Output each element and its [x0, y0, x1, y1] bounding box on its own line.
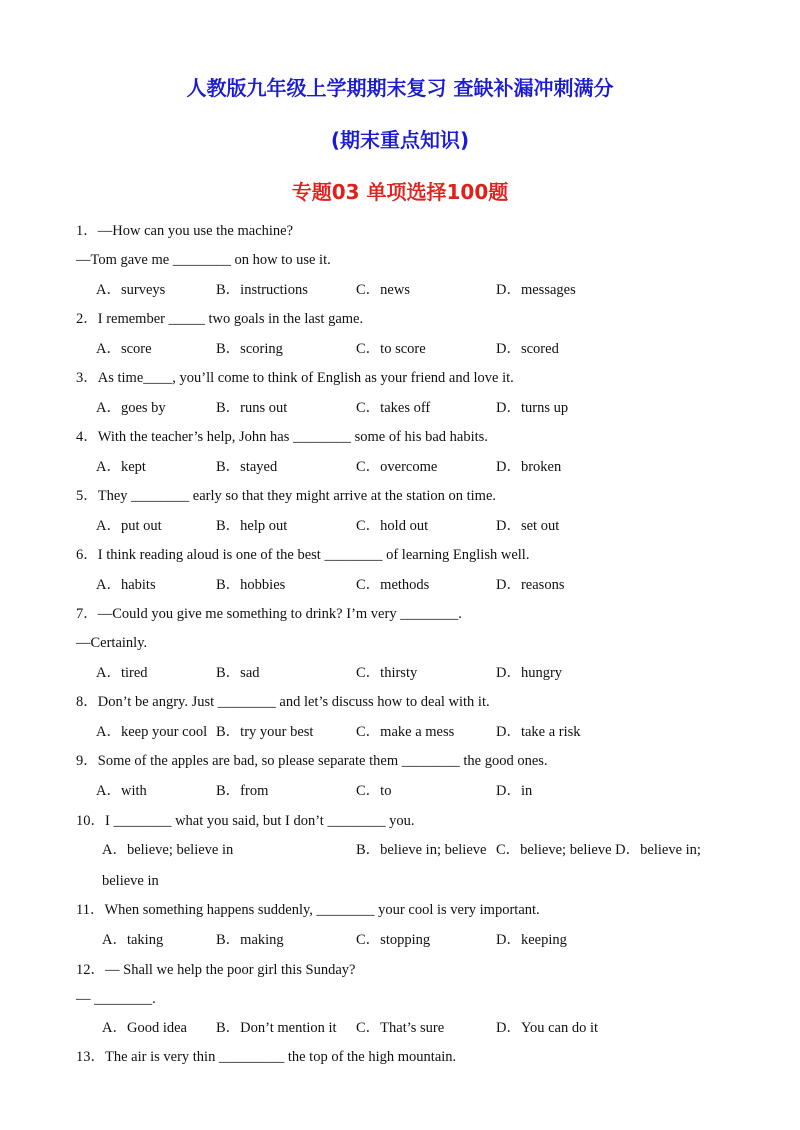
question-4-stem: 4．With the teacher’s help, John has ________ some of his bad habits. — [76, 429, 488, 445]
question-11-option-b: B．making — [216, 932, 284, 948]
question-5-option-c: C．hold out — [356, 518, 429, 534]
question-11-option-a: A．taking — [102, 932, 164, 948]
question-5-option-d: D．set out — [496, 518, 560, 534]
question-12-option-c: C．That’s sure — [356, 1020, 445, 1036]
question-10-option-a: A．believe; believe in — [102, 842, 234, 858]
question-12-reply: — ________. — [76, 991, 156, 1007]
question-12-stem: 12．— Shall we help the poor girl this Sunday? — [76, 962, 356, 978]
question-1-option-d: D．messages — [496, 282, 576, 298]
question-6-stem: 6．I think reading aloud is one of the best ________ of learning English well. — [76, 547, 530, 563]
question-9-option-a: A．with — [96, 783, 147, 799]
question-11-option-c: C．stopping — [356, 932, 431, 948]
topic-heading: 专题03 单项选择100题 — [291, 180, 509, 204]
question-7-option-a: A．tired — [96, 665, 148, 681]
question-7-option-d: D．hungry — [496, 665, 563, 681]
question-1-option-b: B．instructions — [216, 282, 308, 298]
question-10-option-cd: C．believe; believe D．believe in; — [496, 842, 701, 858]
question-5-option-b: B．help out — [216, 518, 288, 534]
question-7-option-c: C．thirsty — [356, 665, 418, 681]
question-1-stem: 1．—How can you use the machine? — [76, 223, 294, 239]
document-title: 人教版九年级上学期期末复习 查缺补漏冲刺满分 — [186, 76, 614, 100]
question-12-option-a: A．Good idea — [102, 1020, 187, 1036]
question-7-option-b: B．sad — [216, 665, 260, 681]
question-12-option-b: B．Don’t mention it — [216, 1020, 337, 1036]
question-3-option-d: D．turns up — [496, 400, 569, 416]
question-10-stem: 10．I ________ what you said, but I don’t ________ you. — [76, 813, 415, 829]
question-2-option-d: D．scored — [496, 341, 559, 357]
question-1-option-c: C．news — [356, 282, 410, 298]
question-13-stem: 13．The air is very thin _________ the top of the high mountain. — [76, 1049, 457, 1065]
question-1-option-a: A．surveys — [96, 282, 166, 298]
question-2-stem: 2．I remember _____ two goals in the last game. — [76, 311, 364, 327]
question-3-option-a: A．goes by — [96, 400, 166, 416]
question-11-option-d: D．keeping — [496, 932, 567, 948]
question-6-option-a: A．habits — [96, 577, 156, 593]
question-4-option-a: A．kept — [96, 459, 146, 475]
question-9-stem: 9．Some of the apples are bad, so please separate them ________ the good ones. — [76, 753, 548, 769]
question-8-option-c: C．make a mess — [356, 724, 455, 740]
question-5-stem: 5．They ________ early so that they might arrive at the station on time. — [76, 488, 497, 504]
question-4-option-c: C．overcome — [356, 459, 438, 475]
question-6-option-b: B．hobbies — [216, 577, 286, 593]
question-3-option-c: C．takes off — [356, 400, 431, 416]
question-2-option-a: A．score — [96, 341, 152, 357]
question-6-option-c: C．methods — [356, 577, 430, 593]
question-3-stem: 3．As time____, you’ll come to think of English as your friend and love it. — [76, 370, 514, 386]
question-9-option-b: B．from — [216, 783, 269, 799]
question-5-option-a: A．put out — [96, 518, 162, 534]
question-10-option-d-continued: believe in — [102, 873, 159, 889]
question-9-option-d: D．in — [496, 783, 533, 799]
question-10-option-b: B．believe in; believe — [356, 842, 487, 858]
question-8-option-a: A．keep your cool — [96, 724, 208, 740]
question-2-option-c: C．to score — [356, 341, 426, 357]
question-7-reply: —Certainly. — [76, 635, 148, 651]
question-3-option-b: B．runs out — [216, 400, 288, 416]
question-8-option-d: D．take a risk — [496, 724, 581, 740]
question-1-reply: —Tom gave me ________ on how to use it. — [76, 252, 331, 268]
question-11-stem: 11．When something happens suddenly, ________ your cool is very important. — [76, 902, 540, 918]
question-12-option-d: D．You can do it — [496, 1020, 599, 1036]
question-4-option-b: B．stayed — [216, 459, 278, 475]
document-subtitle: (期末重点知识) — [330, 128, 470, 152]
question-6-option-d: D．reasons — [496, 577, 565, 593]
question-8-option-b: B．try your best — [216, 724, 314, 740]
question-2-option-b: B．scoring — [216, 341, 283, 357]
question-8-stem: 8．Don’t be angry. Just ________ and let’s discuss how to deal with it. — [76, 694, 490, 710]
question-9-option-c: C．to — [356, 783, 392, 799]
question-4-option-d: D．broken — [496, 459, 562, 475]
question-7-stem: 7．—Could you give me something to drink? I’m very ________. — [76, 606, 462, 622]
